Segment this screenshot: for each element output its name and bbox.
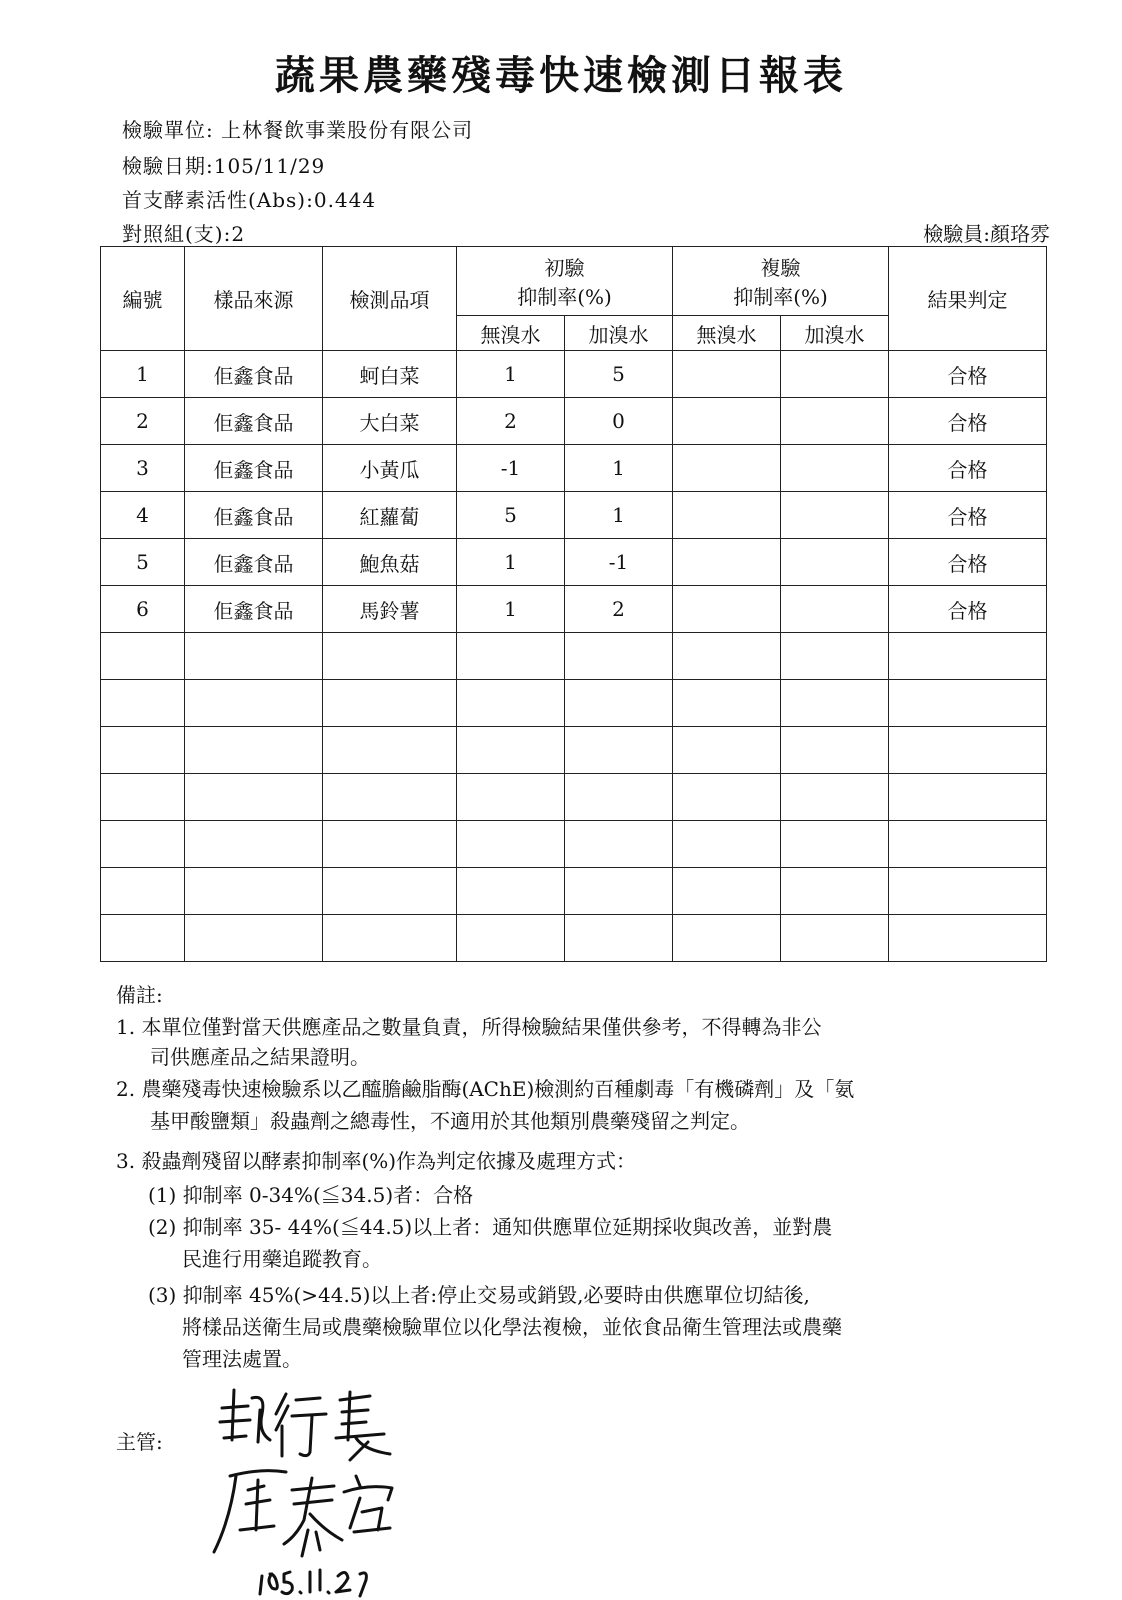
cell-item: 大白菜: [323, 398, 457, 445]
empty-cell: [781, 821, 889, 868]
cell-no: 4: [101, 492, 185, 539]
note-3-sub-3-line-2: 將樣品送衛生局或農藥檢驗單位以化學法複檢，並依食品衛生管理法或農藥: [182, 1315, 842, 1339]
empty-cell: [101, 821, 185, 868]
cell-item: 馬鈴薯: [323, 586, 457, 633]
empty-table-row: [101, 915, 1047, 962]
cell-initial-no-bromine: 1: [457, 586, 565, 633]
header-retest-with-bromine: 加溴水: [781, 316, 889, 351]
cell-initial-with-bromine: -1: [565, 539, 673, 586]
empty-cell: [185, 680, 323, 727]
header-item: 檢測品項: [323, 247, 457, 351]
empty-cell: [323, 680, 457, 727]
empty-cell: [565, 821, 673, 868]
cell-item: 蚵白菜: [323, 351, 457, 398]
note-3: 3. 殺蟲劑殘留以酵素抑制率(%)作為判定依據及處理方式：: [116, 1149, 637, 1173]
empty-cell: [323, 915, 457, 962]
header-result: 結果判定: [889, 247, 1047, 351]
empty-cell: [781, 727, 889, 774]
header-retest-no-bromine: 無溴水: [673, 316, 781, 351]
cell-initial-with-bromine: 1: [565, 445, 673, 492]
cell-source: 佢鑫食品: [185, 445, 323, 492]
empty-cell: [185, 774, 323, 821]
empty-table-row: [101, 868, 1047, 915]
cell-item: 小黃瓜: [323, 445, 457, 492]
empty-cell: [889, 774, 1047, 821]
cell-source: 佢鑫食品: [185, 398, 323, 445]
empty-cell: [323, 774, 457, 821]
cell-result: 合格: [889, 492, 1047, 539]
note-3-sub-2-line-1: (2) 抑制率 35- 44%(≦44.5)以上者：通知供應單位延期採收與改善，並對農: [148, 1215, 833, 1239]
cell-retest-no-bromine: [673, 398, 781, 445]
inspection-date: 檢驗日期:105/11/29: [122, 154, 326, 178]
cell-retest-no-bromine: [673, 492, 781, 539]
empty-cell: [673, 774, 781, 821]
empty-cell: [781, 774, 889, 821]
empty-cell: [673, 727, 781, 774]
cell-retest-no-bromine: [673, 586, 781, 633]
inspector: 檢驗員:顏珞雰: [923, 222, 1050, 246]
cell-no: 2: [101, 398, 185, 445]
page-title: 蔬果農藥殘毒快速檢測日報表: [275, 52, 847, 99]
empty-cell: [457, 821, 565, 868]
cell-no: 3: [101, 445, 185, 492]
cell-result: 合格: [889, 351, 1047, 398]
empty-cell: [781, 868, 889, 915]
cell-item: 鮑魚菇: [323, 539, 457, 586]
cell-result: 合格: [889, 398, 1047, 445]
empty-cell: [101, 727, 185, 774]
table-row: [101, 539, 1047, 586]
header-initial-rate: 抑制率(%): [517, 285, 612, 309]
table-row: [101, 586, 1047, 633]
cell-retest-with-bromine: [781, 586, 889, 633]
cell-item: 紅蘿蔔: [323, 492, 457, 539]
cell-initial-no-bromine: -1: [457, 445, 565, 492]
empty-cell: [781, 633, 889, 680]
header-source: 樣品來源: [185, 247, 323, 351]
note-2-line-1: 2. 農藥殘毒快速檢驗系以乙醯膽鹼脂酶(AChE)檢測約百種劇毒「有機磷劑」及「氨: [116, 1077, 855, 1101]
empty-cell: [889, 821, 1047, 868]
empty-cell: [565, 633, 673, 680]
empty-cell: [185, 868, 323, 915]
empty-cell: [673, 915, 781, 962]
results-table: [100, 246, 1047, 962]
empty-cell: [457, 727, 565, 774]
cell-retest-with-bromine: [781, 539, 889, 586]
empty-cell: [185, 821, 323, 868]
empty-cell: [781, 680, 889, 727]
cell-initial-no-bromine: 5: [457, 492, 565, 539]
cell-initial-no-bromine: 1: [457, 539, 565, 586]
cell-result: 合格: [889, 445, 1047, 492]
control-group: 對照組(支):2: [122, 222, 246, 246]
empty-cell: [889, 633, 1047, 680]
empty-cell: [101, 915, 185, 962]
note-1-line-1: 1. 本單位僅對當天供應產品之數量負責，所得檢驗結果僅供參考，不得轉為非公: [116, 1015, 822, 1039]
header-retest-rate: 抑制率(%): [733, 285, 828, 309]
cell-initial-with-bromine: 0: [565, 398, 673, 445]
cell-initial-with-bromine: 2: [565, 586, 673, 633]
cell-source: 佢鑫食品: [185, 539, 323, 586]
empty-cell: [323, 868, 457, 915]
header-initial: [457, 247, 673, 316]
empty-cell: [323, 821, 457, 868]
note-3-sub-3-line-1: (3) 抑制率 45%(>44.5)以上者:停止交易或銷毀,必要時由供應單位切結後,: [148, 1283, 810, 1307]
enzyme-activity: 首支酵素活性(Abs):0.444: [122, 188, 377, 212]
note-3-sub-1: (1) 抑制率 0-34%(≦34.5)者：合格: [148, 1183, 474, 1207]
empty-table-row: [101, 633, 1047, 680]
empty-table-row: [101, 680, 1047, 727]
header-retest-label: 複驗: [760, 256, 801, 280]
cell-result: 合格: [889, 539, 1047, 586]
cell-initial-with-bromine: 1: [565, 492, 673, 539]
header-initial-with-bromine: 加溴水: [565, 316, 673, 351]
empty-cell: [673, 868, 781, 915]
note-2-line-2: 基甲酸鹽類」殺蟲劑之總毒性，不適用於其他類別農藥殘留之判定。: [150, 1109, 750, 1133]
empty-cell: [673, 633, 781, 680]
table-row: [101, 351, 1047, 398]
supervisor-signature: [200, 1380, 430, 1600]
notes-heading: 備註:: [116, 983, 163, 1007]
empty-cell: [101, 633, 185, 680]
empty-cell: [889, 915, 1047, 962]
empty-cell: [101, 868, 185, 915]
empty-cell: [565, 915, 673, 962]
empty-cell: [565, 680, 673, 727]
empty-cell: [889, 680, 1047, 727]
cell-source: 佢鑫食品: [185, 492, 323, 539]
empty-cell: [457, 680, 565, 727]
empty-cell: [457, 774, 565, 821]
inspection-unit: 檢驗單位: 上林餐飲事業股份有限公司: [122, 118, 474, 142]
cell-no: 1: [101, 351, 185, 398]
cell-retest-with-bromine: [781, 445, 889, 492]
cell-initial-with-bromine: 5: [565, 351, 673, 398]
note-1-line-2: 司供應產品之結果證明。: [150, 1045, 370, 1069]
empty-cell: [781, 915, 889, 962]
empty-cell: [565, 774, 673, 821]
empty-table-row: [101, 821, 1047, 868]
note-3-sub-3-line-3: 管理法處置。: [182, 1347, 302, 1371]
header-retest: [673, 247, 889, 316]
cell-no: 5: [101, 539, 185, 586]
empty-cell: [457, 915, 565, 962]
empty-cell: [185, 727, 323, 774]
cell-retest-with-bromine: [781, 351, 889, 398]
header-initial-no-bromine: 無溴水: [457, 316, 565, 351]
empty-cell: [185, 633, 323, 680]
cell-initial-no-bromine: 2: [457, 398, 565, 445]
table-row: [101, 445, 1047, 492]
note-3-sub-2-line-2: 民進行用藥追蹤教育。: [182, 1247, 382, 1271]
empty-cell: [101, 680, 185, 727]
empty-cell: [673, 821, 781, 868]
empty-cell: [565, 868, 673, 915]
empty-cell: [457, 868, 565, 915]
empty-cell: [889, 727, 1047, 774]
cell-source: 佢鑫食品: [185, 351, 323, 398]
empty-cell: [101, 774, 185, 821]
empty-cell: [323, 633, 457, 680]
cell-retest-no-bromine: [673, 445, 781, 492]
empty-cell: [323, 727, 457, 774]
cell-initial-no-bromine: 1: [457, 351, 565, 398]
supervisor-label: 主管:: [116, 1430, 163, 1454]
cell-retest-no-bromine: [673, 539, 781, 586]
empty-cell: [673, 680, 781, 727]
empty-cell: [565, 727, 673, 774]
table-row: [101, 398, 1047, 445]
empty-cell: [185, 915, 323, 962]
header-no: 編號: [101, 247, 185, 351]
cell-source: 佢鑫食品: [185, 586, 323, 633]
empty-cell: [457, 633, 565, 680]
cell-result: 合格: [889, 586, 1047, 633]
empty-table-row: [101, 774, 1047, 821]
cell-no: 6: [101, 586, 185, 633]
header-initial-label: 初驗: [544, 256, 585, 280]
empty-cell: [889, 868, 1047, 915]
table-row: [101, 492, 1047, 539]
cell-retest-no-bromine: [673, 351, 781, 398]
cell-retest-with-bromine: [781, 398, 889, 445]
empty-table-row: [101, 727, 1047, 774]
cell-retest-with-bromine: [781, 492, 889, 539]
